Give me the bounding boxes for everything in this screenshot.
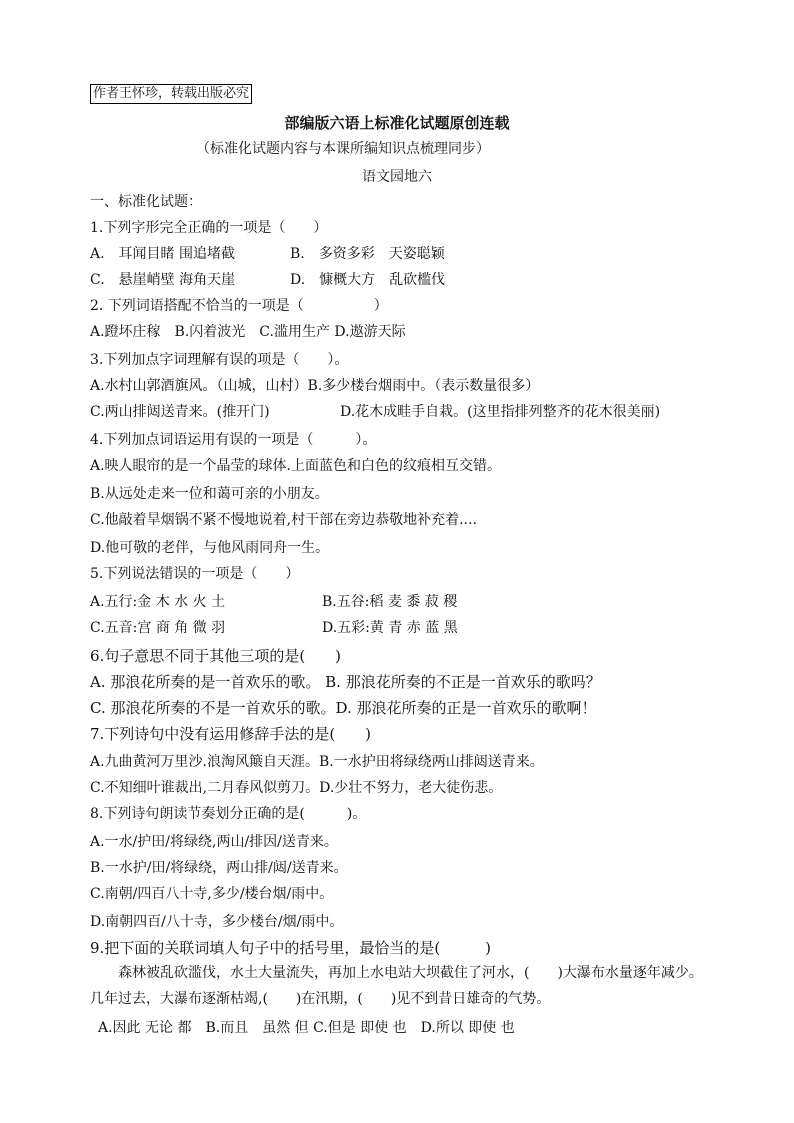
option-row: A. 那浪花所奏的是一首欢乐的歌。 B. 那浪花所奏的不正是一首欢乐的歌吗？	[90, 673, 601, 691]
option-row: B.从远处走来一位和蔼可亲的小朋友。	[90, 486, 329, 502]
question-stem: 9.把下面的关联词填人句子中的括号里，最恰当的是( )	[90, 939, 492, 957]
question-stem: 7.下列诗句中没有运用修辞手法的是( )	[90, 725, 372, 743]
question-stem: 3.下列加点字词理解有误的项是（ ）。	[90, 352, 349, 368]
question-stem: 5.下列说法错误的一项是（ ）	[90, 566, 300, 582]
option-c: C.五音:宫 商 角 微 羽	[90, 620, 226, 636]
option-b: B.五谷:稻 麦 黍 菽 稷	[322, 594, 458, 610]
option-c: C.两山排闼送青来。(推开门)	[90, 404, 270, 420]
question-stem: 2. 下列词语搭配不恰当的一项是（ ）	[90, 298, 388, 314]
section-heading: 一、标准化试题：	[90, 194, 202, 210]
option-row: A.一水/护田/将绿绕,两山/排因/送青来。	[90, 834, 338, 850]
option-row: D.南朝四百/八十寺，多少楼台/烟/雨中。	[90, 914, 344, 930]
unit-title: 语文园地六	[362, 169, 432, 185]
question-stem: 8.下列诗句朗读节奏划分正确的是( )。	[90, 806, 367, 822]
question-stem: 6.句子意思不同于其他三项的是( )	[90, 647, 342, 665]
option-row: A.水村山郭酒旗风。（山城，山村）B.多少楼台烟雨中。（表示数量很多）	[90, 378, 540, 394]
option-row: B.一水护/田/将绿绕，两山排/闼/送青来。	[90, 860, 348, 876]
option-row: A.映人眼帘的是一个晶莹的球体.上面蓝色和白色的纹痕相互交错。	[90, 458, 502, 474]
copyright-box: 作者王怀珍，转载出版必究	[90, 84, 252, 104]
option-row: C.他敲着旱烟锅不紧不慢地说着,村干部在旁边恭敬地补充着....	[90, 512, 477, 528]
option-b: B. 多资多彩 天姿聪颖	[290, 246, 445, 262]
option-d: D.五彩:黄 青 赤 蓝 黑	[322, 620, 458, 636]
question-passage: 森林被乱砍滥伐，水土大量流失，再加上水电站大坝截住了河水，( )大瀑布水量逐年减少。几年过去，大瀑布逐渐枯竭,( )在汛期，( )见不到昔日雄奇的气势。	[90, 965, 703, 1007]
option-d: D. 慷概大方 乱砍槛伐	[290, 272, 446, 288]
option-row: C.不知细叶谁裁出,二月春风似剪刀。D.少壮不努力，老大徒伤悲。	[90, 780, 503, 796]
page-subtitle: （标准化试题内容与本课所编知识点梳理同步）	[196, 141, 490, 157]
option-row: A.因此 无论 都 B.而且 虽然 但 C.但是 即使 也 D.所以 即使 也	[98, 1020, 515, 1036]
option-a: A.五行:金 木 水 火 土	[90, 594, 226, 610]
option-d: D.花木成畦手自栽。(这里指排列整齐的花木很美丽)	[340, 404, 661, 420]
option-row: A.九曲黄河万里沙.浪淘风簸自天涯。B.一水护田将绿绕两山排闼送青来。	[90, 754, 544, 770]
option-row: D.他可敬的老伴，与他风雨同舟一生。	[90, 540, 330, 556]
option-c: C. 悬崖峭壁 海角天崖	[90, 272, 236, 288]
option-row: C. 那浪花所奏的不是一首欢乐的歌。D. 那浪花所奏的正是一首欢乐的歌啊！	[90, 699, 597, 717]
question-stem: 4.下列加点词语运用有误的一项是（ ）。	[90, 432, 377, 448]
option-a: A. 耳闻目睹 围追堵截	[90, 246, 236, 262]
page-title: 部编版六语上标准化试题原创连载	[284, 114, 510, 132]
option-row: C.南朝/四百八十寺,多少/楼台烟/雨中。	[90, 886, 334, 902]
option-row: A.蹬坏庄稼 B.闪着波光 C.滥用生产 D.遨游天际	[90, 324, 406, 340]
question-stem: 1.下列字形完全正确的一项是（ ）	[90, 220, 328, 236]
